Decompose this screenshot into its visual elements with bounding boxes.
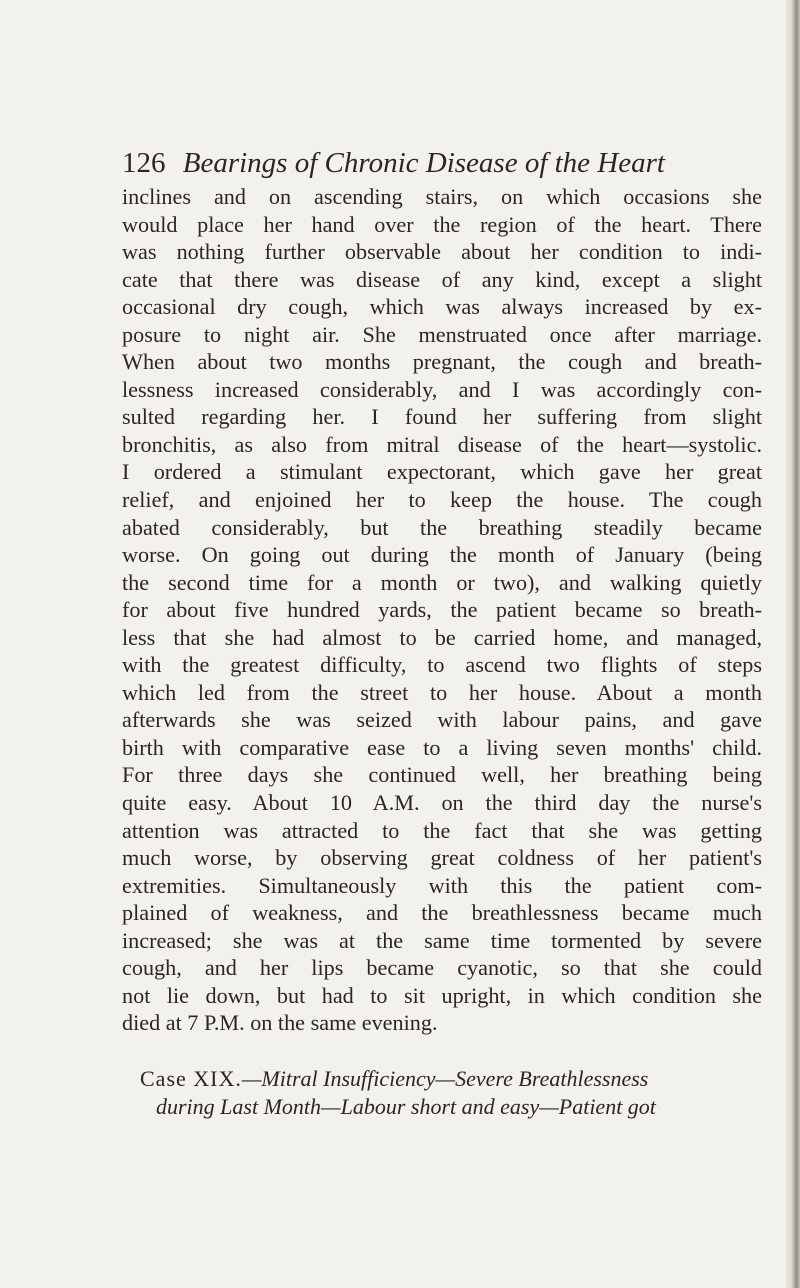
case-title-part-2: during Last Month—Labour short and easy—Patient got bbox=[156, 1094, 656, 1119]
body-line: with the greatest difficulty, to ascend two flights of steps bbox=[122, 652, 762, 678]
case-heading bbox=[122, 1065, 782, 1121]
body-line: cough, and her lips became cyanotic, so that she could bbox=[122, 955, 762, 981]
body-line: quite easy. About 10 A.M. on the third day the nurse's bbox=[122, 790, 762, 816]
body-line: much worse, by observing great coldness of her patient's bbox=[122, 845, 762, 871]
case-heading-line-1 bbox=[122, 1065, 782, 1093]
body-line: cate that there was disease of any kind, except a slight bbox=[122, 266, 762, 292]
body-line: relief, and enjoined her to keep the house. The cough bbox=[122, 487, 762, 513]
body-line: was nothing further observable about her condition to indi- bbox=[122, 239, 762, 265]
body-line: less that she had almost to be carried home, and managed, bbox=[122, 624, 762, 650]
body-line: plained of weakness, and the breathlessness became much bbox=[122, 900, 762, 926]
body-line: abated considerably, but the breathing steadily became bbox=[122, 514, 762, 540]
page-edge bbox=[786, 0, 800, 1288]
body-line: afterwards she was seized with labour pains, and gave bbox=[122, 707, 762, 733]
body-line: attention was attracted to the fact that she was getting bbox=[122, 817, 762, 843]
body-line: for about five hundred yards, the patient became so breath- bbox=[122, 597, 762, 623]
body-line: I ordered a stimulant expectorant, which gave her great bbox=[122, 459, 762, 485]
body-line: sulted regarding her. I found her suffering from slight bbox=[122, 404, 762, 430]
body-line: would place her hand over the region of the heart. There bbox=[122, 211, 762, 237]
body-line: worse. On going out during the month of January (being bbox=[122, 542, 762, 568]
body-line: not lie down, but had to sit upright, in which condition she bbox=[122, 982, 762, 1008]
body-line: posure to night air. She menstruated once after marriage. bbox=[122, 321, 762, 347]
case-label: Case XIX. bbox=[140, 1066, 242, 1091]
running-header bbox=[122, 147, 760, 179]
body-line: When about two months pregnant, the cough and breath- bbox=[122, 349, 762, 375]
body-line: inclines and on ascending stairs, on which occasions she bbox=[122, 184, 762, 209]
body-text bbox=[122, 183, 762, 1037]
body-line: lessness increased considerably, and I was accordingly con- bbox=[122, 376, 762, 402]
running-title: Bearings of Chronic Disease of the Heart bbox=[182, 147, 665, 179]
body-line: bronchitis, as also from mitral disease of the heart—systolic. bbox=[122, 431, 762, 457]
body-line: died at 7 P.M. on the same evening. bbox=[122, 1010, 438, 1036]
body-line: For three days she continued well, her breathing being bbox=[122, 762, 762, 788]
body-line: which led from the street to her house. About a month bbox=[122, 679, 762, 705]
body-line: extremities. Simultaneously with this the patient com- bbox=[122, 872, 762, 898]
body-line: the second time for a month or two), and walking quietly bbox=[122, 569, 762, 595]
body-line: increased; she was at the same time tormented by severe bbox=[122, 927, 762, 953]
body-line: birth with comparative ease to a living seven months' child. bbox=[122, 734, 762, 760]
case-title-part-1: —Mitral Insufficiency—Severe Breathlessness bbox=[241, 1066, 649, 1091]
page-number: 126 bbox=[122, 147, 166, 179]
body-line: occasional dry cough, which was always increased by ex- bbox=[122, 294, 762, 320]
